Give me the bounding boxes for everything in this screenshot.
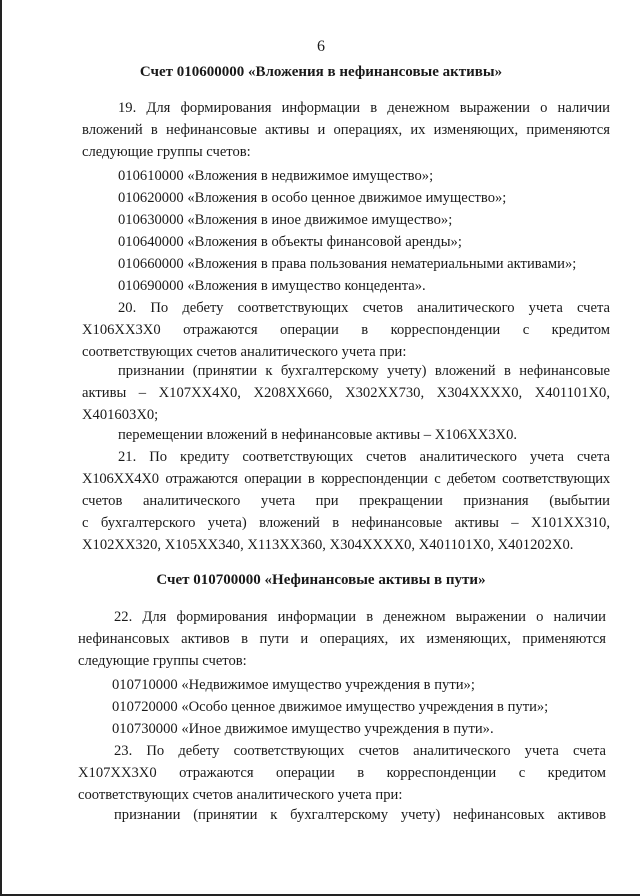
text-line: Х102ХХ320, Х105ХХ340, Х113ХХ360, Х304ХХХХ0, Х401101Х0, Х401202Х0. <box>82 537 574 553</box>
list-item: 010690000 «Вложения в имущество концедента». <box>118 278 426 294</box>
page-number: 6 <box>317 38 325 55</box>
text-line: 22. Для формирования информации в денежном выражении о наличии <box>114 609 606 625</box>
list-item: 010720000 «Особо ценное движимое имущество учреждения в пути»; <box>112 699 549 715</box>
list-item: 010660000 «Вложения в права пользования нематериальными активами»; <box>118 256 577 272</box>
list-item: 010610000 «Вложения в недвижимое имущество»; <box>118 168 434 184</box>
list-item: 010630000 «Вложения в иное движимое имущество»; <box>118 212 453 228</box>
paragraph-23 <box>78 740 606 806</box>
text-line: 20. По дебету соответствующих счетов аналитического учета счета <box>118 300 610 316</box>
text-line: 19. Для формирования информации в денежном выражении о наличии <box>118 100 610 116</box>
paragraph-20 <box>82 297 610 363</box>
text-line: Х106ХХ3Х0 отражаются операции в корреспонденции с кредитом <box>82 322 610 338</box>
text-line: перемещении вложений в нефинансовые активы – Х106ХХ3Х0. <box>118 427 518 443</box>
list-item: 010640000 «Вложения в объекты финансовой аренды»; <box>118 234 462 250</box>
text-line: Х106ХХ4Х0 отражаются операции в корреспонденции с дебетом соответствующих <box>82 471 610 487</box>
text-line: признании (принятии к бухгалтерскому учету) нефинансовых активов <box>114 807 606 823</box>
paragraph-23a <box>78 804 606 826</box>
text-line: нефинансовых активов в пути и операциях, их изменяющих, применяются <box>78 631 606 647</box>
list-item: 010710000 «Недвижимое имущество учреждения в пути»; <box>112 677 475 693</box>
text-line: вложений в нефинансовые активы и операциях, их изменяющих, применяются <box>82 122 610 138</box>
text-line: активы – Х107ХХ4Х0, Х208ХХ660, Х302ХХ730, Х304ХХХХ0, Х401101Х0, <box>82 385 610 401</box>
paragraph-19 <box>82 97 610 163</box>
text-line: соответствующих счетов аналитического учета при: <box>82 344 407 360</box>
list-item: 010620000 «Вложения в особо ценное движимое имущество»; <box>118 190 507 206</box>
paragraph-20a <box>82 360 610 426</box>
account-list-0106 <box>118 165 610 297</box>
paragraph-22 <box>78 606 606 672</box>
text-line: следующие группы счетов: <box>78 653 247 669</box>
text-line: 23. По дебету соответствующих счетов аналитического учета счета <box>114 743 606 759</box>
paragraph-21 <box>82 446 610 556</box>
text-line: счетов аналитического учета при прекращении признания (выбытии <box>82 493 610 509</box>
text-line: Х107ХХ3Х0 отражаются операции в корреспонденции с кредитом <box>78 765 606 781</box>
text-line: с бухгалтерского учета) вложений в нефинансовые активы – Х101ХХ310, <box>82 515 610 531</box>
list-item: 010730000 «Иное движимое имущество учреждения в пути». <box>112 721 494 737</box>
text-line: следующие группы счетов: <box>82 144 251 160</box>
text-line: соответствующих счетов аналитического учета при: <box>78 787 403 803</box>
text-line: Х401603Х0; <box>82 407 159 423</box>
section-heading-0106: Счет 010600000 «Вложения в нефинансовые активы» <box>139 64 503 80</box>
section-heading-0107: Счет 010700000 «Нефинансовые активы в пути» <box>156 572 486 588</box>
paragraph-20b <box>82 424 610 446</box>
text-line: признании (принятии к бухгалтерскому учету) вложений в нефинансовые <box>118 363 610 379</box>
text-line: 21. По кредиту соответствующих счетов аналитического учета счета <box>118 449 610 465</box>
account-list-0107 <box>112 674 606 740</box>
